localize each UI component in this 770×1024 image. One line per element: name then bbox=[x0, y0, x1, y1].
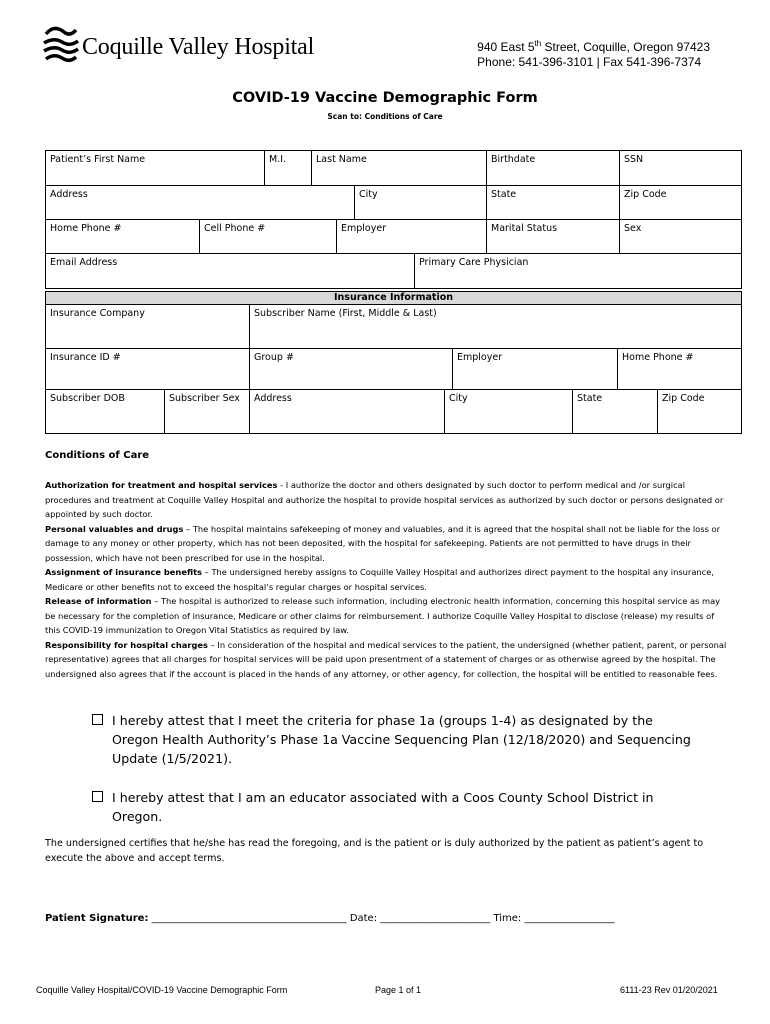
subscriber-city-field[interactable]: City bbox=[444, 389, 573, 434]
form-title: COVID-19 Vaccine Demographic Form bbox=[232, 90, 538, 106]
hospital-phone: Phone: 541-396-3101 | Fax 541-396-7374 bbox=[477, 55, 702, 69]
condition-item: Responsibility for hospital charges – In consideration of the hospital and medical services to the patient, the undersigned (whether patient, parent, or personal representative) agrees that all charges for hospital services will be paid upon presentment of a statement of charges or as otherwise agreed by the hospital. The undersigned also agrees that if the account is placed in the hands of any attorney, or other agency, for collection, the hospital will be entitled to reasonable fees. bbox=[45, 639, 727, 679]
cell-phone-field[interactable]: Cell Phone # bbox=[199, 219, 337, 254]
birthdate-field[interactable]: Birthdate bbox=[486, 150, 620, 186]
signature-line bbox=[45, 913, 614, 924]
home-phone-field[interactable]: Home Phone # bbox=[45, 219, 200, 254]
insurance-company-field[interactable]: Insurance Company bbox=[45, 304, 250, 349]
time-field[interactable]: __________________ bbox=[524, 913, 615, 924]
state-field[interactable]: State bbox=[486, 185, 620, 220]
signature-field[interactable]: _______________________________________ bbox=[148, 913, 350, 924]
marital-status-field[interactable]: Marital Status bbox=[486, 219, 620, 254]
employer-field[interactable]: Employer bbox=[336, 219, 487, 254]
form-subtitle: Scan to: Conditions of Care bbox=[327, 112, 443, 121]
group-field[interactable]: Group # bbox=[249, 348, 453, 390]
subscriber-dob-field[interactable]: Subscriber DOB bbox=[45, 389, 165, 434]
subscriber-employer-field[interactable]: Employer bbox=[452, 348, 618, 390]
mi-field[interactable]: M.I. bbox=[264, 150, 312, 186]
email-field[interactable]: Email Address bbox=[45, 253, 415, 289]
insurance-id-field[interactable]: Insurance ID # bbox=[45, 348, 250, 390]
attest-phase1a-text: I hereby attest that I meet the criteria for phase 1a (groups 1-4) as designated by the Oregon Health Authority’s Phase 1a Vaccine Sequencing Plan (12/18/2020) and Sequencing Update (1/5/2021). bbox=[112, 713, 691, 766]
subscriber-zip-field[interactable]: Zip Code bbox=[657, 389, 742, 434]
subscriber-name-field[interactable]: Subscriber Name (First, Middle & Last) bbox=[249, 304, 742, 349]
attest-phase1a bbox=[92, 711, 692, 768]
first-name-field[interactable]: Patient’s First Name bbox=[45, 150, 265, 186]
subscriber-home-phone-field[interactable]: Home Phone # bbox=[617, 348, 742, 390]
subscriber-state-field[interactable]: State bbox=[572, 389, 658, 434]
attest-phase1a-checkbox[interactable] bbox=[92, 714, 103, 725]
footer-form-name: Coquille Valley Hospital/COVID-19 Vaccine Demographic Form bbox=[36, 985, 288, 995]
signature-label: Patient Signature: bbox=[45, 913, 149, 924]
hospital-contact bbox=[477, 36, 710, 70]
date-label: Date: bbox=[349, 913, 381, 924]
insurance-heading: Insurance Information bbox=[45, 291, 742, 305]
condition-item: Release of information – The hospital is authorized to release such information, including electronic health information, concerning this hospital service as may be necessary for the completion of insurance, Medicare or other claims for reimbursement. I authorize Coquille Valley Hospital to disclose (release) my results of this COVID-19 immunization to Oregon Vital Statistics as required by law. bbox=[45, 596, 721, 635]
subscriber-address-field[interactable]: Address bbox=[249, 389, 445, 434]
attest-educator-text: I hereby attest that I am an educator associated with a Coos County School District in Oregon. bbox=[112, 790, 654, 824]
condition-item: Assignment of insurance benefits – The undersigned hereby assigns to Coquille Valley Hospital and authorizes direct payment to the hospital any insurance, Medicare or other benefits not to exceed the hospital’s regular charges or hospital services. bbox=[45, 567, 714, 592]
time-label: Time: bbox=[493, 913, 525, 924]
last-name-field[interactable]: Last Name bbox=[311, 150, 487, 186]
condition-item: Personal valuables and drugs – The hospital maintains safekeeping of money and valuables, and it is agreed that the hospital shall not be liable for the loss or damage to any money or other property, which has not been deposited, with the hospital for safekeeping. Patients are not permitted to have drugs in their possession, which have not been prescribed for use in the hospital. bbox=[45, 523, 721, 563]
address-field[interactable]: Address bbox=[45, 185, 355, 220]
certification-text: The undersigned certifies that he/she has read the foregoing, and is the patient or is duly authorized by the patient as patient’s agent to execute the above and accept terms. bbox=[45, 838, 704, 864]
zip-field[interactable]: Zip Code bbox=[619, 185, 742, 220]
hospital-name: Coquille Valley Hospital bbox=[82, 34, 315, 60]
hospital-logo bbox=[42, 24, 315, 66]
pcp-field[interactable]: Primary Care Physician bbox=[414, 253, 742, 289]
city-field[interactable]: City bbox=[354, 185, 487, 220]
footer-page-number: Page 1 of 1 bbox=[375, 985, 422, 995]
footer-revision: 6111-23 Rev 01/20/2021 bbox=[620, 985, 718, 995]
sex-field[interactable]: Sex bbox=[619, 219, 742, 254]
conditions-heading: Conditions of Care bbox=[45, 450, 150, 461]
conditions-body bbox=[45, 478, 730, 681]
hospital-address: 940 East 5th Street, Coquille, Oregon 97423 bbox=[477, 39, 710, 54]
logo-wave-icon bbox=[42, 26, 80, 66]
attest-educator bbox=[92, 788, 692, 826]
ssn-field[interactable]: SSN bbox=[619, 150, 742, 186]
attest-educator-checkbox[interactable] bbox=[92, 791, 103, 802]
date-field[interactable]: ______________________ bbox=[380, 913, 494, 924]
subscriber-sex-field[interactable]: Subscriber Sex bbox=[164, 389, 250, 434]
condition-item: Authorization for treatment and hospital services - I authorize the doctor and others designated by such doctor to perform medical and /or surgical procedures and treatment at Coquille Valley Hospital and authorize the hospital to provide hospital services as authorized by such doctor or persons designated or appointed by such doctor. bbox=[45, 480, 724, 519]
